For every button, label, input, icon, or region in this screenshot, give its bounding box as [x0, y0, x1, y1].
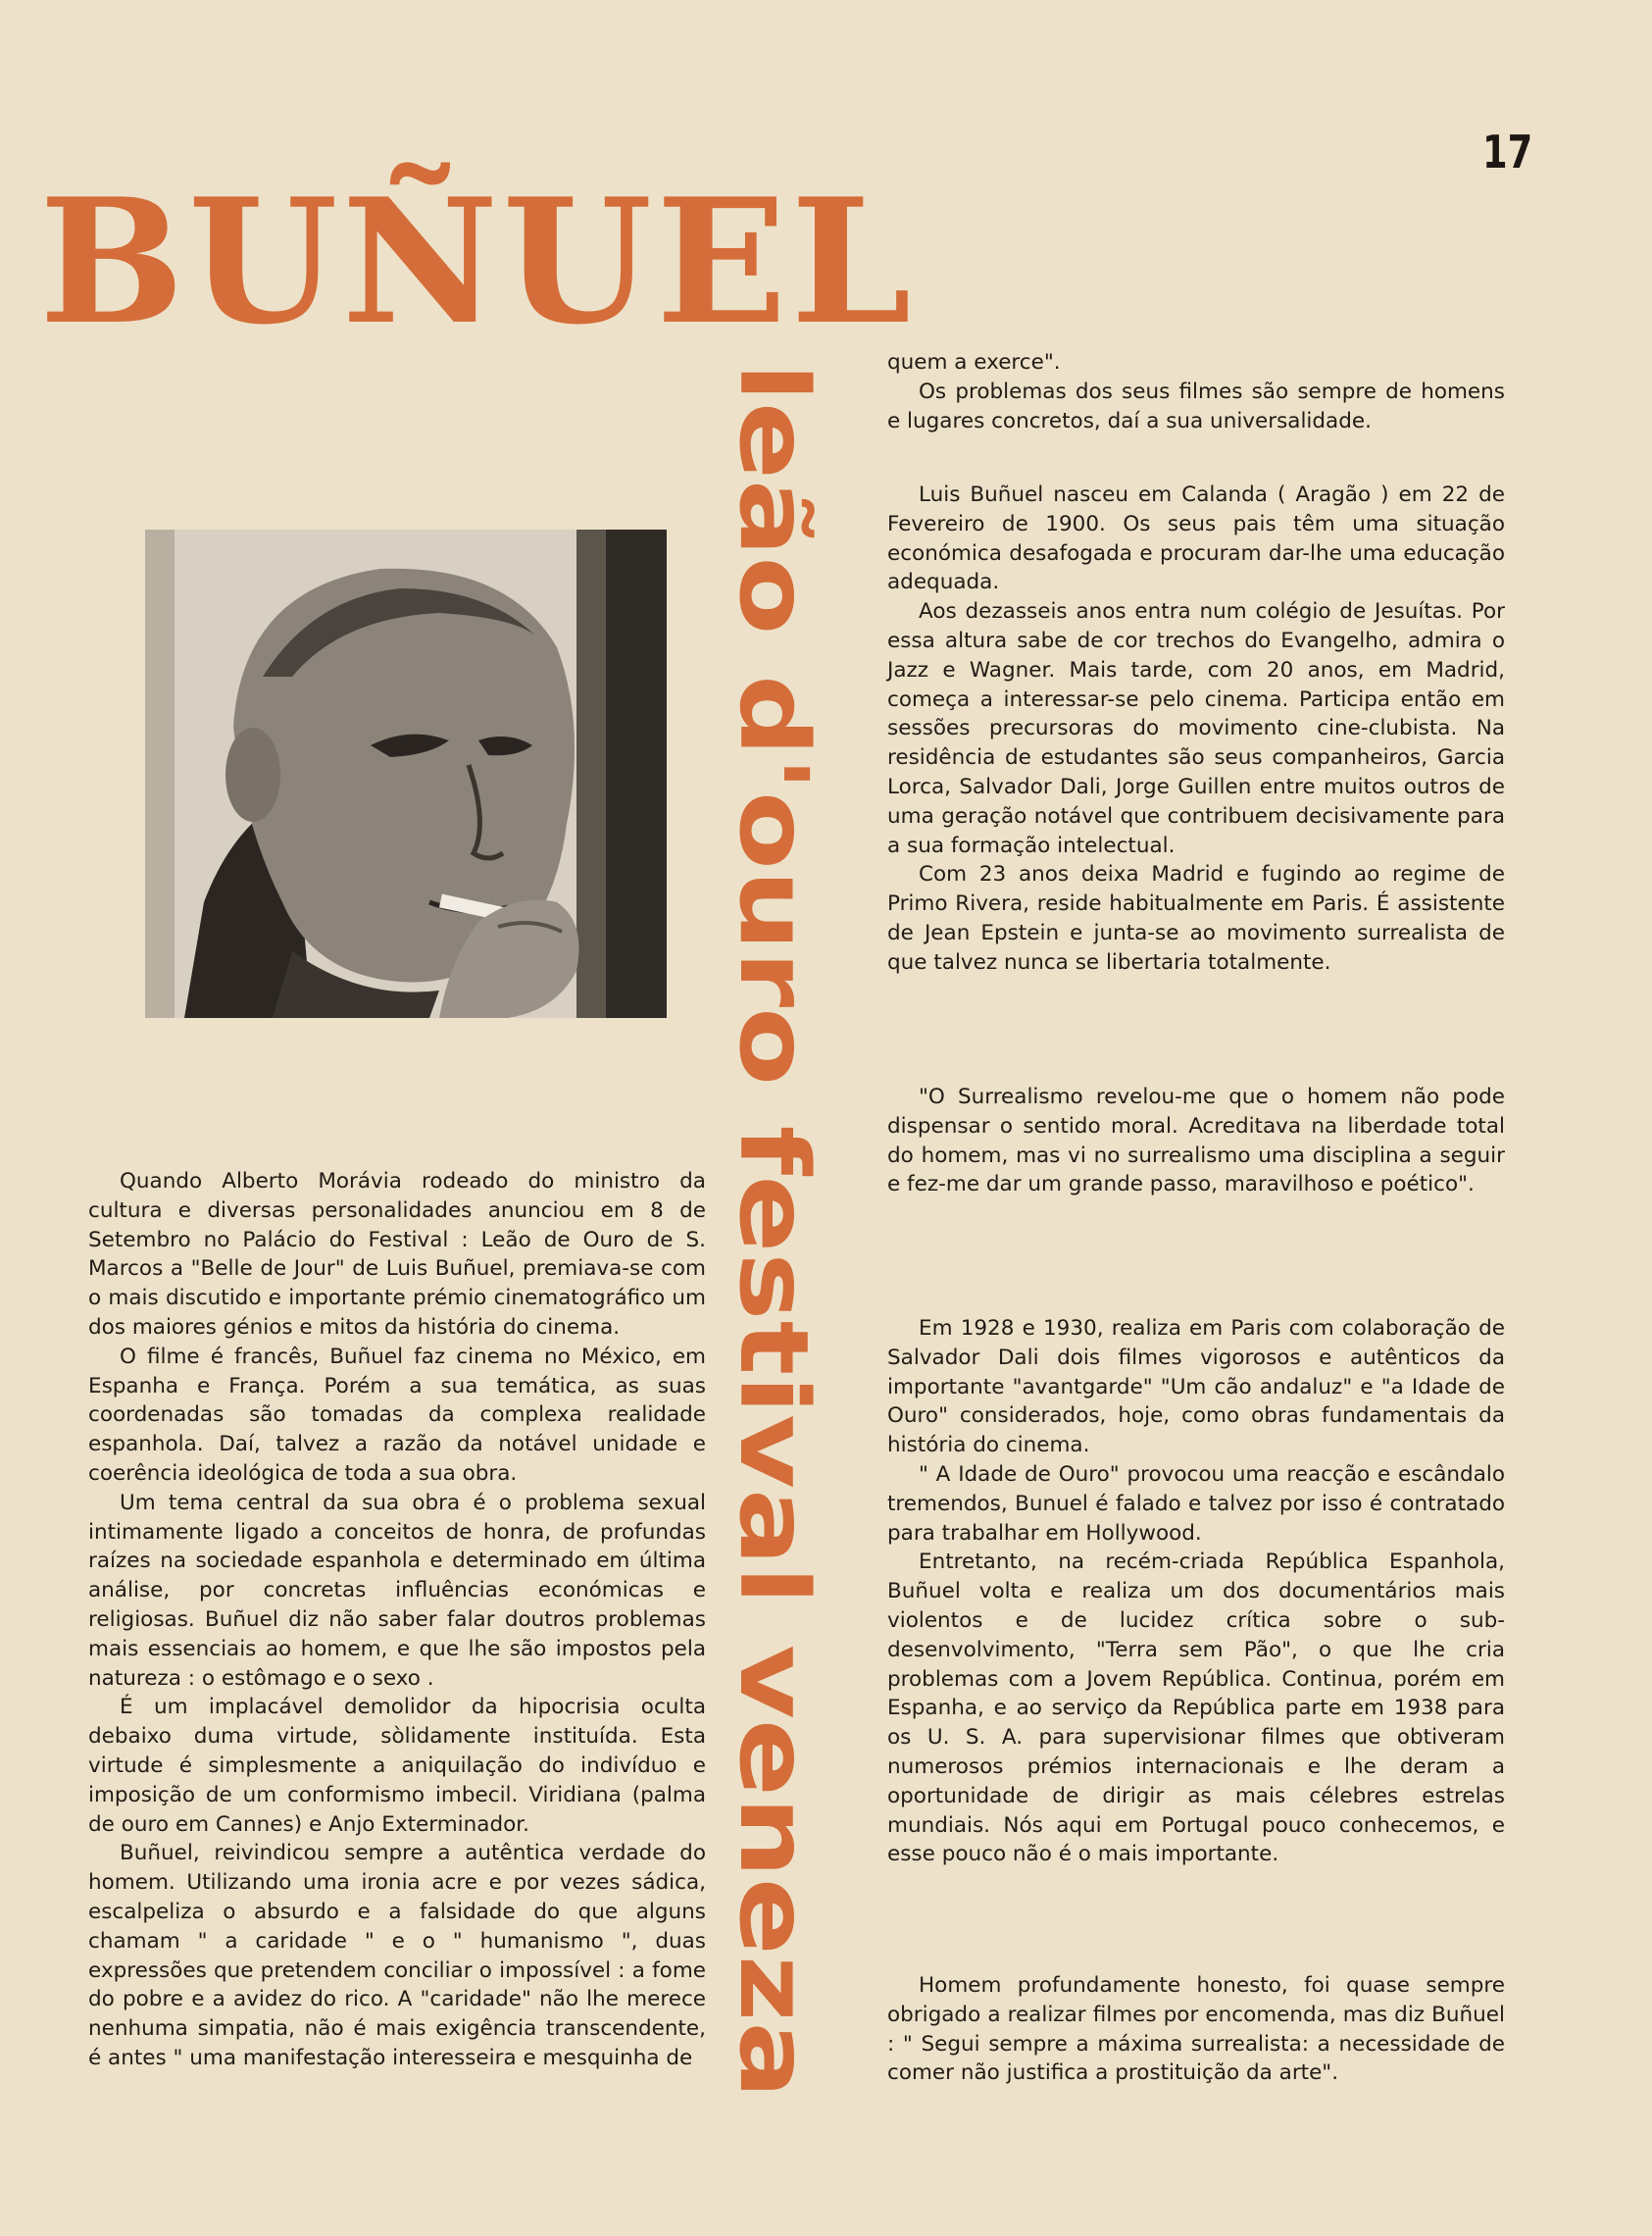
- quote-paragraph: "O Surrealismo revelou-me que o homem não pode dispensar o sentido moral. Acreditava na liberdade total do homem, mas vi no surrealismo uma disciplina a seguir e fez-me dar um grande passo, maravilhoso e poético".: [887, 1085, 1505, 1197]
- right-column-continuation: [887, 348, 1505, 435]
- paragraph: Os problemas dos seus filmes são sempre de homens e lugares concretos, daí a sua universalidade.: [887, 379, 1505, 433]
- portrait-photo-icon: [145, 530, 667, 1018]
- right-column-filmography: [887, 1314, 1505, 1869]
- vertical-subtitle: [719, 363, 828, 2099]
- vertical-subtitle-text: leão d'ouro festival veneza: [719, 363, 828, 1795]
- paragraph: Em 1928 e 1930, realiza em Paris com colaboração de Salvador Dali dois filmes vigorosos e autênticos da importante "avantgarde" "Um cão andaluz" e "a Idade de Ouro" considerados, hoje, como obras fundamentais da história do cinema.: [887, 1316, 1505, 1458]
- paragraph: quem a exerce".: [887, 350, 1061, 375]
- page-number: 17: [1482, 126, 1533, 178]
- paragraph: Entretanto, na recém-criada República Espanhola, Buñuel volta e realiza um dos documentários mais violentos e de lucidez crítica sobre o sub-desenvolvimento, "Terra sem Pão", o que lhe cria problemas com a Jovem República. Continua, porém em Espanha, e ao serviço da República parte em 1938 para os U. S. A. para supervisionar filmes que obtiveram numerosos prémios internacionais e lhe deram a oportunidade de dirigir as mais célebres estrelas mundiais. Nós aqui em Portugal pouco conhecemos, e esse pouco não é o mais importante.: [887, 1550, 1505, 1867]
- paragraph: Um tema central da sua obra é o problema sexual intimamente ligado a conceitos de honra, de profundas raízes na sociedade espanhola e determinado em última análise, por concretas influências económicas e religiosas. Buñuel diz não saber falar doutros problemas mais essenciais ao homem, e que lhe são impostos pela natureza : o estômago e o sexo .: [88, 1490, 706, 1691]
- paragraph: Com 23 anos deixa Madrid e fugindo ao regime de Primo Rivera, reside habitualmente em Paris. É assistente de Jean Epstein e junta-se ao movimento surrealista de que talvez nunca se libertaria totalmente.: [887, 862, 1505, 975]
- right-column-biography: [887, 481, 1505, 978]
- paragraph: " A Idade de Ouro" provocou uma reacção e escândalo tremendos, Bunuel é falado e talvez por isso é contratado para trabalhar em Hollywood.: [887, 1461, 1505, 1546]
- paragraph: Aos dezasseis anos entra num colégio de Jesuítas. Por essa altura sabe de cor trechos do Evangelho, admira o Jazz e Wagner. Mais tarde, com 20 anos, em Madrid, começa a interessar-se pelo cinema. Participa então em sessões precursoras do movimento cine-clubista. Na residência de estudantes são seus companheiros, Garcia Lorca, Salvador Dali, Jorge Guillen entre muitos outros de uma geração notável que contribuem decisivamente para a sua formação intelectual.: [887, 599, 1505, 858]
- right-column-closing: [887, 1971, 1505, 2088]
- paragraph: Luis Buñuel nasceu em Calanda ( Aragão ) em 22 de Fevereiro de 1900. Os seus pais têm uma situação económica desafogada e procuram dar-lhe uma educação adequada.: [887, 483, 1505, 595]
- right-column-quote: [887, 1083, 1505, 1199]
- left-column: [88, 1167, 706, 2073]
- paragraph: Buñuel, reivindicou sempre a autêntica verdade do homem. Utilizando uma ironia acre e por vezes sádica, escalpeliza o absurdo e a falsidade do que alguns chamam " a caridade " e o " humanismo ", duas expressões que pretendem conciliar o impossível : a fome do pobre e a avidez do rico. A "caridade" não lhe merece nenhuma simpatia, não é mais exigência transcendente, é antes " uma manifestação interesseira e mesquinha de: [88, 1841, 706, 2070]
- paragraph: O filme é francês, Buñuel faz cinema no México, em Espanha e França. Porém a sua temática, as suas coordenadas são tomadas da complexa realidade espanhola. Daí, talvez a razão da notável unidade e coerência ideológica de toda a sua obra.: [88, 1344, 706, 1486]
- paragraph: É um implacável demolidor da hipocrisia oculta debaixo duma virtude, sòlidamente instituída. Esta virtude é simplesmente a aniquilação do indivíduo e imposição de um conformismo imbecil. Viridiana (palma de ouro em Cannes) e Anjo Exterminador.: [88, 1695, 706, 1837]
- paragraph: Quando Alberto Morávia rodeado do ministro da cultura e diversas personalidades anunciou em 8 de Setembro no Palácio do Festival : Leão de Ouro de S. Marcos a "Belle de Jour" de Luis Buñuel, premiava-se com o mais discutido e importante prémio cinematográfico um dos maiores génios e mitos da história do cinema.: [88, 1169, 706, 1340]
- article-title: BUÑUEL: [39, 162, 916, 363]
- paragraph: Homem profundamente honesto, foi quase sempre obrigado a realizar filmes por encomenda, mas diz Buñuel : " Segui sempre a máxima surrealista: a necessidade de comer não justifica a prostituição da arte".: [887, 1973, 1505, 2086]
